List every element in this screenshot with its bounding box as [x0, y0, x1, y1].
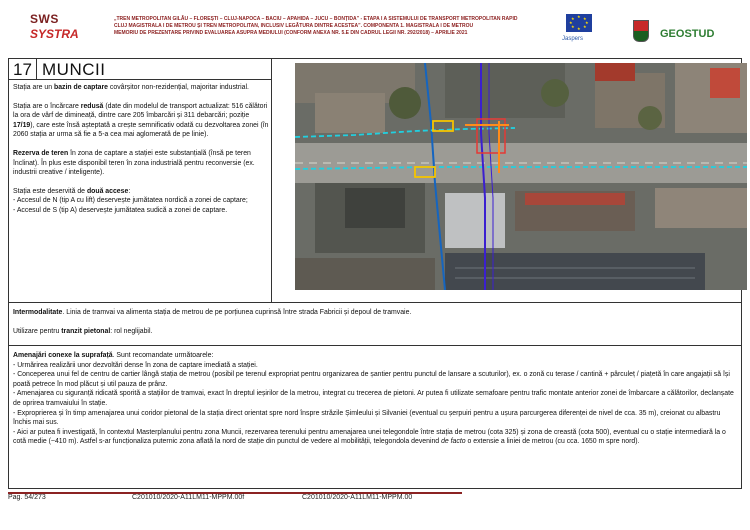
page-header: [0, 0, 750, 56]
surface-item-2: - Conceperea unui fel de centru de cartier lângă stația de metrou (posibil pe terenul expropriat pentru organizarea de șantier pentru punctul de lansare a scuturilor), ex. o zonă cu terase / cantină + pârculeț / piațetă în care angajații să își poată petrece în mod plăcut și util pauza de prânz.: [13, 371, 730, 388]
intermodality-section: [13, 308, 737, 336]
project-title-line-1: „TREN METROPOLITAN GILĂU – FLOREȘTI – CLUJ-NAPOCA – BACIU – APAHIDA – JUCU – BONȚIDA” - ETAPA I A SISTEMULUI DE TRANSPORT METROPOLITAN RAPID: [114, 16, 518, 22]
station-description: [13, 83, 269, 216]
accesses-paragraph: Stația este deservită de două accese:: [13, 187, 131, 195]
surface-item-5: - Aici ar putea fi investigată, în contextul Masterplanului pentru zona Muncii, rezervarea terenului pentru amenajarea unei telegondole între stația de metrou (cota 325) și zona de creastă (cota 500), eventual cu o stație intermediară la o cotă medie (~410 m). Astfel s-ar funcționaliza puternic zona aflată la nord de stație din punctul de vedere al mobilității, telegondola devenind de facto o extensie a liniei de metrou (cu cca. 1650 m spre nord).: [13, 428, 726, 446]
aerial-photo-drawing: [295, 63, 747, 290]
jaspers-logo: Jaspers: [562, 36, 584, 42]
section-divider-1: [9, 302, 741, 303]
logo-text-sws: SWS: [30, 12, 59, 26]
land-reserve-paragraph: Rezerva de teren în zona de captare a stației este substanțială (însă pe teren înclinat). În plus este disponibil teren în zona industrială pentru reconversie (ex. industrii creative / inteligente).: [13, 149, 255, 177]
cluj-crest-icon: [633, 20, 649, 42]
station-number: 17: [9, 59, 37, 80]
surface-works-heading: Amenajări conexe la suprafață. Sunt recomandate următoarele:: [13, 352, 214, 359]
document-code-left: C201010/2020-A11LM11-MPPM.00f: [132, 494, 245, 501]
document-code-right: C201010/2020-A11LM11-MPPM.00: [302, 494, 413, 501]
access-north: - Accesul de N (tip A cu lift) deservește jumătatea nordică a zonei de captare;: [13, 197, 248, 205]
catchment-paragraph: Stația are un bazin de captare covârșitor non-rezidențial, majoritar industrial.: [13, 84, 249, 91]
station-name: MUNCII: [37, 59, 271, 80]
page-number: Pag. 54/273: [8, 494, 46, 501]
surface-works-section: [13, 351, 737, 447]
eu-flag-icon: ★ ★ ★ ★ ★ ★ ★ ★: [566, 14, 592, 32]
intermodality-text: Intermodalitate. Linia de tramvai va alimenta stația de metrou de pe porțiunea cuprinsă între strada Fabricii și depoul de tramvaie.: [13, 309, 412, 316]
project-title-line-2: CLUJ MAGISTRALA I DE METROU ȘI TREN METROPOLITAN, INCLUSIV LEGĂTURA DINTRE ACESTEA”. COMPONENTA 1. MAGISTRALA I DE METROU: [114, 23, 474, 30]
geostud-logo: GEOSTUD: [660, 28, 715, 40]
sws-systra-logo: [30, 12, 79, 41]
aerial-site-map: [295, 63, 747, 290]
project-title-line-3: MEMORIU DE PREZENTARE PRIVIND EVALUAREA ASUPRA MEDIULUI (CONFORM ANEXA NR. 5.E DIN CADRUL LEGII NR. 292/2018) – APRILIE 2021: [114, 30, 468, 37]
logo-text-systra: SYSTRA: [30, 27, 79, 41]
project-title: [114, 16, 544, 38]
section-divider-2: [9, 345, 741, 346]
pedestrian-transit-text: Utilizare pentru tranzit pietonal: rol neglijabil.: [13, 327, 153, 335]
surface-item-3: - Amenajarea cu siguranță ridicată sporită a stațiilor de tramvai, exact în dreptul ieșirilor de la metrou, integrat cu trecerea de pietoni. Ar putea fi utilizate semafoare pentru trafic montate anterior zonei de îmbarcare a călătorilor, declanșate de oprirea tramvaiului în stație.: [13, 390, 734, 407]
column-divider: [271, 59, 272, 302]
load-paragraph: Stația are o încărcare redusă (date din modelul de transport actualizat: 516 călători la ora de vârf de dimineață, dintre care 205 îmbarcări și 311 debarcări; poziție 17/19), care este însă așteptată a crește semnificativ odată cu dezvoltarea zonei (în 2060 stația ar urma să fie a 5-a cea mai aglomerată de pe linie).: [13, 102, 269, 139]
station-sheet: [8, 58, 742, 489]
surface-item-4: - Exproprierea și în timp amenajarea unui coridor pietonal de la stația direct orientat spre nord înspre străzile Șimleului și Silvaniei (eventual cu șerpuiri pentru a ușura parcurgerea diferenței de nivel de cca. 35 m), creionat cu albastru închis mai sus.: [13, 409, 721, 427]
access-south: - Accesul de S (tip A) deservește jumătatea sudică a zonei de captare.: [13, 206, 228, 214]
surface-item-1: - Urmărirea realizării unor dezvoltări dense în zona de captare imediată a stației.: [13, 361, 258, 369]
